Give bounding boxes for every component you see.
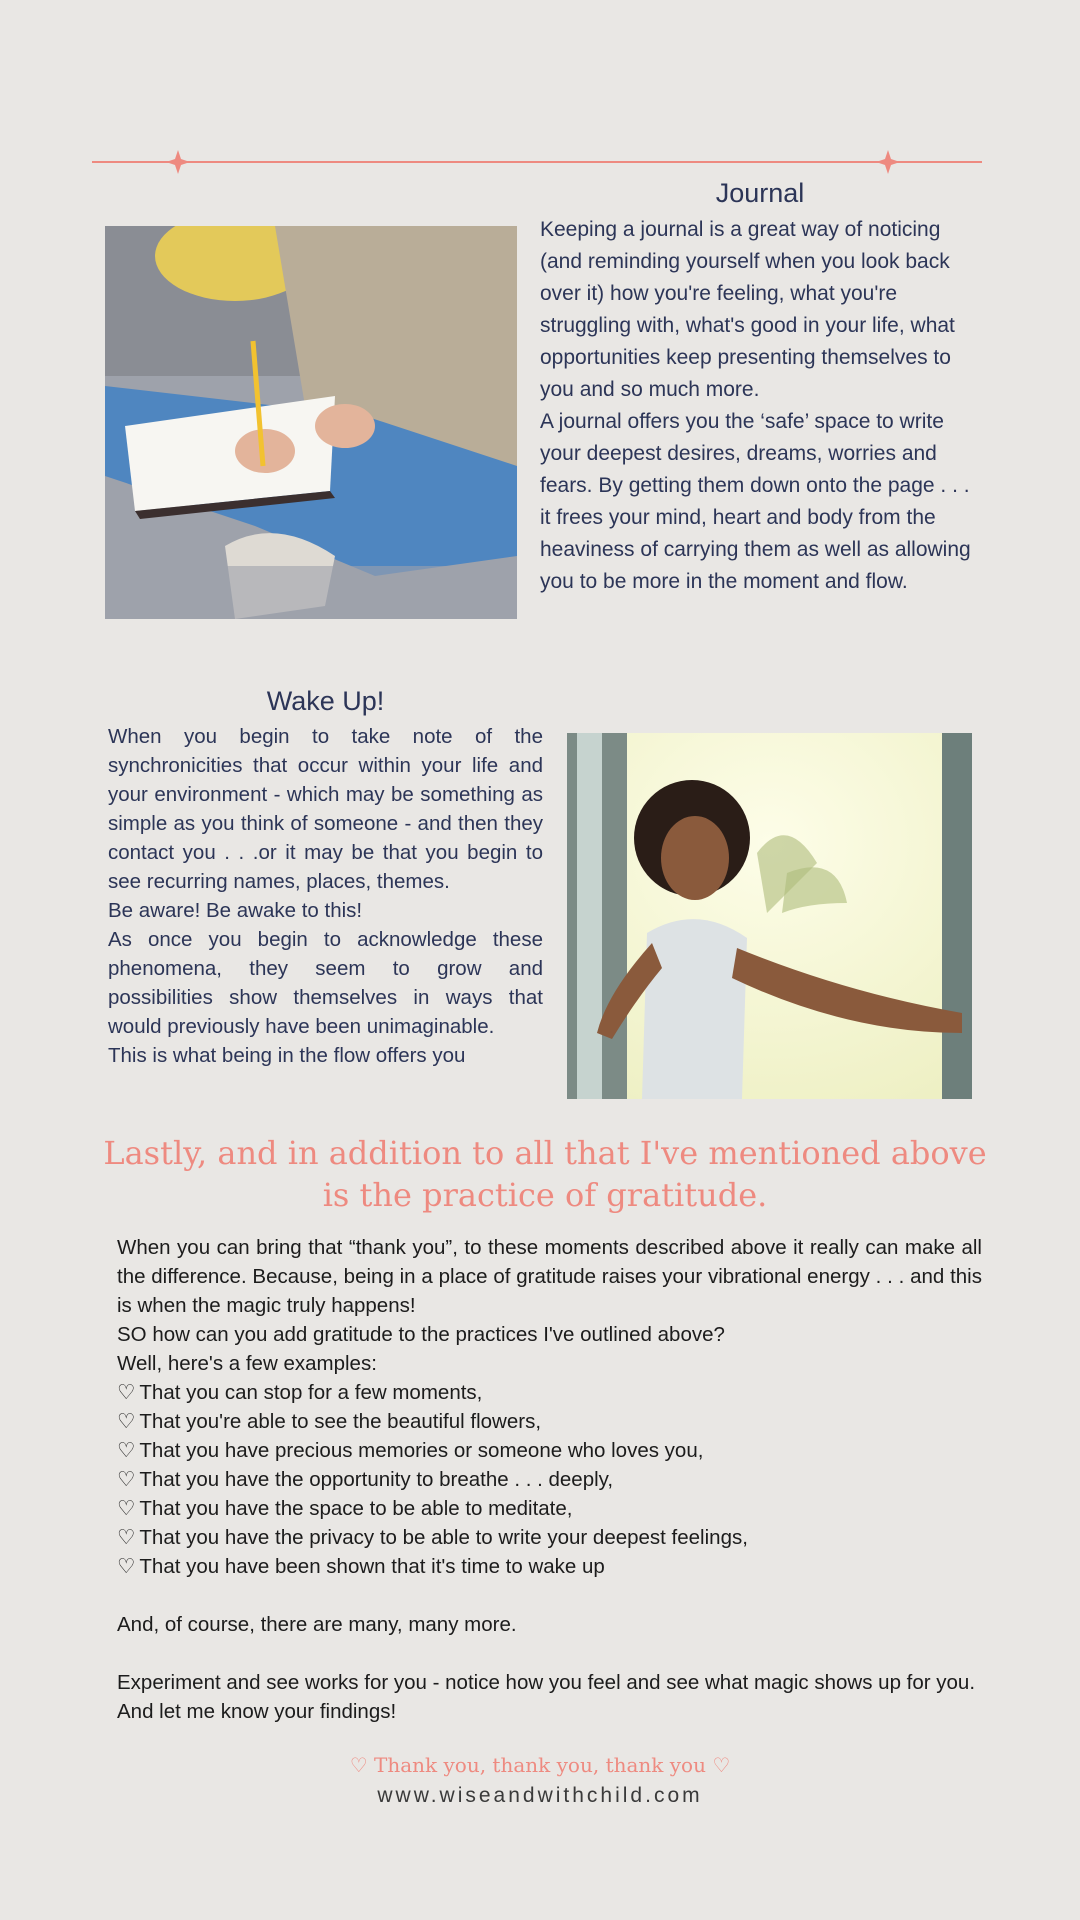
example-text: That you're able to see the beautiful flowers,	[139, 1410, 542, 1433]
gratitude-body	[117, 1233, 982, 1726]
journal-paragraph: Keeping a journal is a great way of noticing (and reminding yourself when you look back over it) how you're feeling, what you're struggling with, what's good in your life, what opportunities keep presenting themselves to you and so much more.	[540, 218, 955, 401]
gratitude-closing: Experiment and see works for you - notice how you feel and see what magic shows up for you. And let me know your findings!	[117, 1671, 976, 1723]
example-text: That you have the privacy to be able to write your deepest feelings,	[139, 1526, 748, 1549]
example-text: That you have precious memories or someone who loves you,	[139, 1439, 704, 1462]
sparkle-icon	[166, 150, 190, 174]
list-item	[117, 1523, 982, 1552]
spacer	[117, 1581, 982, 1610]
decorative-top-rule	[92, 148, 982, 178]
journal-writing-photo	[105, 226, 517, 619]
list-item	[117, 1552, 982, 1581]
wake-up-body	[108, 722, 543, 1070]
list-item	[117, 1407, 982, 1436]
list-item	[117, 1494, 982, 1523]
wake-up-paragraph: This is what being in the flow offers you	[108, 1044, 466, 1067]
example-text: That you can stop for a few moments,	[139, 1381, 483, 1404]
wake-up-paragraph: When you begin to take note of the synchronicities that occur within your life and your environment - which may be something as simple as you think of someone - and then they contact you . . .or it may be that you begin to see recurring names, places, themes.	[108, 725, 543, 893]
example-text: That you have the space to be able to meditate,	[139, 1497, 573, 1520]
gratitude-question: SO how can you add gratitude to the practices I've outlined above?	[117, 1323, 725, 1346]
example-text: That you have the opportunity to breathe . . . deeply,	[139, 1468, 614, 1491]
thank-you-line: ♡ Thank you, thank you, thank you ♡	[349, 1753, 731, 1777]
spacer	[117, 1639, 982, 1668]
heart-icon: ♡	[117, 1468, 136, 1491]
heart-icon: ♡	[117, 1497, 136, 1520]
gratitude-intro: When you can bring that “thank you”, to these moments described above it really can make all the difference. Because, being in a place of gratitude raises your vibrational energy . . . and this is when the magic truly happens!	[117, 1236, 982, 1317]
gratitude-examples-intro: Well, here's a few examples:	[117, 1352, 377, 1375]
gratitude-heading: Lastly, and in addition to all that I've mentioned above is the practice of gratitude.	[103, 1134, 987, 1214]
list-item	[117, 1378, 982, 1407]
list-item	[117, 1465, 982, 1494]
wake-up-heading: Wake Up!	[266, 686, 385, 716]
journal-heading: Journal	[715, 178, 805, 208]
heart-icon: ♡	[117, 1410, 136, 1433]
journal-body	[540, 214, 980, 598]
wake-up-paragraph: Be aware! Be awake to this!	[108, 899, 363, 922]
example-text: That you have been shown that it's time to wake up	[139, 1555, 605, 1578]
sparkle-icon	[876, 150, 900, 174]
website-link[interactable]: www.wiseandwithchild.com	[377, 1784, 703, 1807]
heart-icon: ♡	[117, 1439, 136, 1462]
gratitude-more: And, of course, there are many, many more.	[117, 1613, 517, 1636]
heart-icon: ♡	[117, 1555, 136, 1578]
list-item	[117, 1436, 982, 1465]
journal-paragraph: A journal offers you the ‘safe’ space to write your deepest desires, dreams, worries and fears. By getting them down onto the page . . . it frees your mind, heart and body from the heaviness of carrying them as well as allowing you to be more in the moment and flow.	[540, 410, 971, 593]
wake-up-paragraph: As once you begin to acknowledge these phenomena, they seem to grow and possibilities show themselves in ways that would previously have been unimaginable.	[108, 928, 543, 1038]
woman-opening-curtains-photo	[567, 733, 972, 1099]
gratitude-examples-list	[117, 1378, 982, 1581]
heart-icon: ♡	[117, 1381, 136, 1404]
heart-icon: ♡	[117, 1526, 136, 1549]
